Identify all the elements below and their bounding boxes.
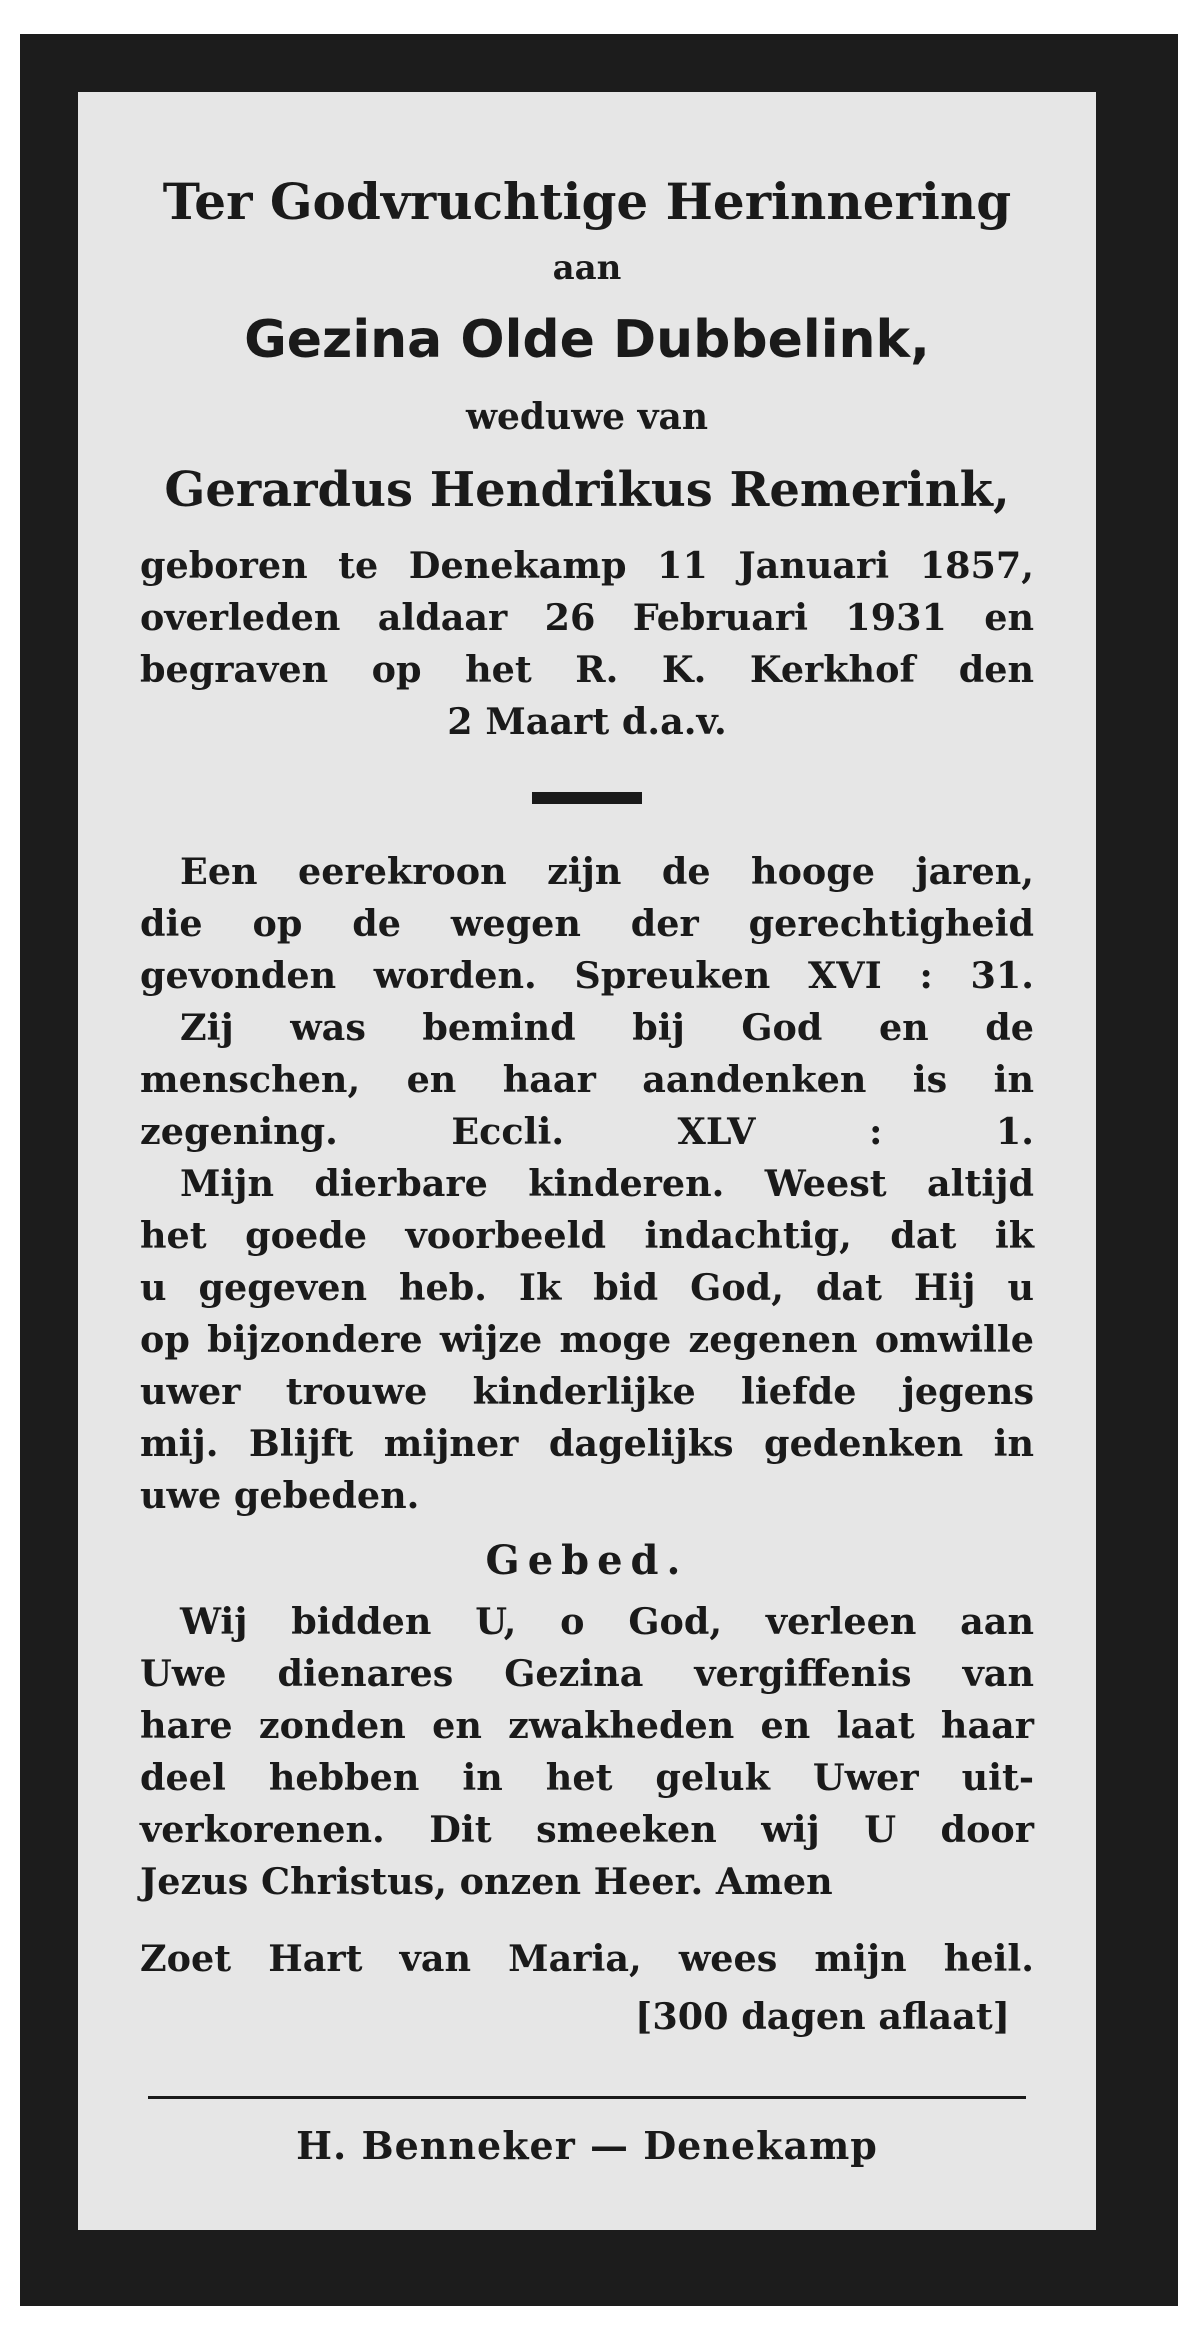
verse-1	[140, 846, 1034, 1002]
verse-line: zegening. Eccli. XLV : 1.	[140, 1110, 1034, 1153]
indulgence-note: [300 dagen aflaat]	[635, 1995, 1010, 2038]
bio-line: begraven op het R. K. Kerkhof den	[140, 648, 1034, 691]
verse-line: Zij was bemind bij God en de	[180, 1006, 1034, 1049]
verse-line: het goede voorbeeld indachtig, dat ik	[140, 1214, 1034, 1257]
prayer-line: hare zonden en zwakheden en laat haar	[140, 1704, 1034, 1747]
verse-line: u gegeven heb. Ik bid God, dat Hij u	[140, 1266, 1034, 1309]
prayer-line: deel hebben in het geluk Uwer uit-	[140, 1756, 1034, 1799]
prayer-line: verkorenen. Dit smeeken wij U door	[140, 1808, 1034, 1851]
biography	[140, 540, 1034, 748]
verse-line: die op de wegen der gerechtigheid	[140, 902, 1034, 945]
prayer	[140, 1596, 1034, 1908]
separator-bar	[532, 792, 642, 804]
memorial-card	[78, 92, 1096, 2230]
verse-line: Mijn dierbare kinderen. Weest altijd	[180, 1162, 1034, 1205]
verse-line: uwe gebeden.	[140, 1474, 420, 1517]
verse-line: op bijzondere wijze moge zegenen omwille	[140, 1318, 1034, 1361]
bio-line: overleden aldaar 26 Februari 1931 en	[140, 596, 1034, 639]
footer-rule	[148, 2096, 1026, 2099]
deceased-name: Gezina Olde Dubbelink,	[244, 310, 930, 370]
prayer-line: Uwe dienares Gezina vergiffenis van	[140, 1652, 1034, 1695]
verse-2	[140, 1002, 1034, 1158]
aan-line: aan	[552, 248, 622, 288]
widow-of-line: weduwe van	[465, 396, 709, 438]
prayer-line: Jezus Christus, onzen Heer. Amen	[140, 1860, 833, 1903]
prayer-line: Wij bidden U, o God, verleen aan	[180, 1600, 1034, 1643]
verse-line: uwer trouwe kinderlijke liefde jegens	[140, 1370, 1034, 1413]
verse-line: menschen, en haar aandenken is in	[140, 1058, 1034, 1101]
printer-credit: H. Benneker — Denekamp	[296, 2123, 878, 2168]
card-title: Ter Godvruchtige Herinnering	[162, 172, 1012, 231]
verse-line: Een eerekroon zijn de hooge jaren,	[180, 850, 1034, 893]
bio-line: geboren te Denekamp 11 Januari 1857,	[140, 544, 1034, 587]
verse-3	[140, 1158, 1034, 1522]
closing-invocation: Zoet Hart van Maria, wees mijn heil.	[140, 1937, 1034, 1980]
prayer-heading: Gebed.	[485, 1537, 689, 1584]
verse-line: mij. Blijft mijner dagelijks gedenken in	[140, 1422, 1034, 1465]
bio-last-line: 2 Maart d.a.v.	[447, 700, 727, 743]
husband-name: Gerardus Hendrikus Remerink,	[164, 462, 1010, 518]
verse-line: gevonden worden. Spreuken XVI : 31.	[140, 954, 1034, 997]
